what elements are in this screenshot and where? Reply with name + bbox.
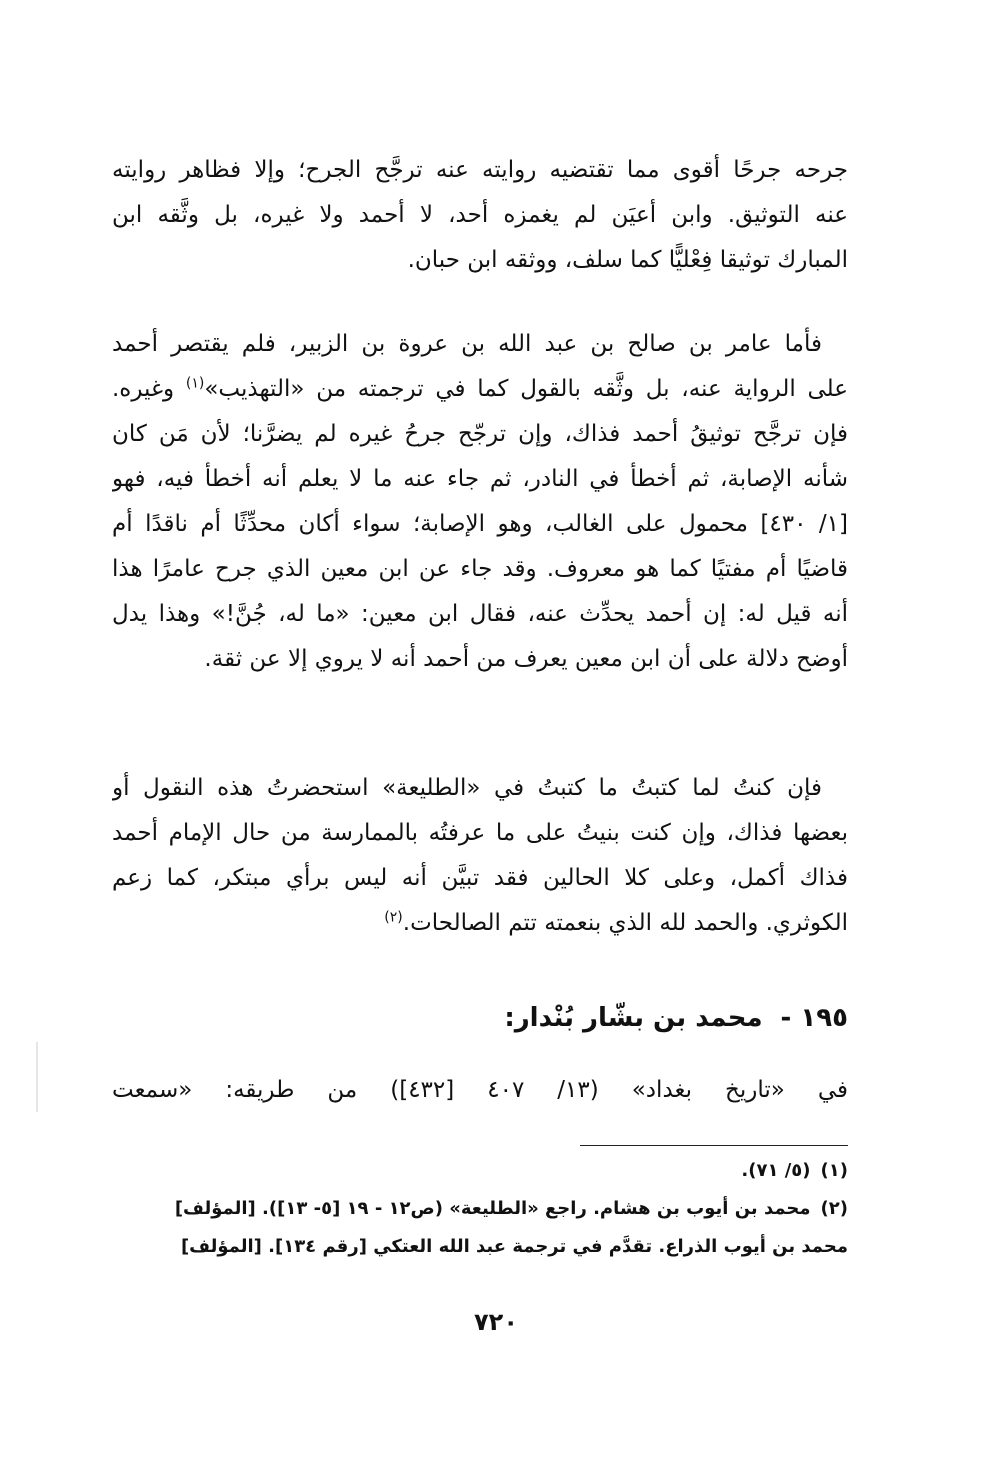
paragraph-line-text: الكوثري. والحمد لله الذي بنعمته تتم الصالحات. <box>402 910 848 936</box>
paragraph-line: المبارك توثيقا فِعْليًّا كما سلف، ووثقه ابن حبان. <box>407 247 848 273</box>
paragraph-1 <box>112 148 848 283</box>
footnote-2-continuation: محمد بن أيوب الذراع. تقدَّم في ترجمة عبد الله العتكي [رقم ١٣٤]. [المؤلف] <box>180 1236 848 1257</box>
entry-heading <box>504 998 848 1038</box>
entry-first-line: في «تاريخ بغداد» (١٣/ ٤٠٧ [٤٣٢]) من طريقه: «سمعت <box>112 1077 848 1103</box>
scan-artifact <box>36 1042 38 1112</box>
footnote-separator <box>580 1145 848 1146</box>
footnote-number: (١) <box>820 1160 848 1181</box>
paragraph-line-tail: وغيره. <box>112 376 186 402</box>
footnote-text: محمد بن أيوب بن هشام. راجع «الطليعة» (ص١٢ - ١٩ [٥- ١٣]). [المؤلف] <box>174 1198 811 1219</box>
footnote-reference-2[interactable]: (٢) <box>384 909 403 926</box>
paragraph-3 <box>112 766 848 946</box>
paragraph-line: [١/ ٤٣٠] محمول على الغالب، وهو الإصابة؛ سواء أكان محدِّثًا أم ناقدًا أم <box>112 511 848 537</box>
paragraph-line: جرحه جرحًا أقوى مما تقتضيه روايته عنه ترجَّح الجرح؛ وإلا فظاهر روايته <box>112 157 848 183</box>
paragraph-line: فإن كنتُ لما كتبتُ ما كتبتُ في «الطليعة» استحضرتُ هذه النقول أو <box>112 775 822 801</box>
footnote-2 <box>112 1190 848 1228</box>
paragraph-line: شأنه الإصابة، ثم أخطأ في النادر، ثم جاء عنه ما لا يعلم أنه أخطأ فيه، فهو <box>112 466 848 492</box>
paragraph-line-with-footnote <box>112 367 848 412</box>
paragraph-line: فأما عامر بن صالح بن عبد الله بن عروة بن الزبير، فلم يقتصر أحمد <box>112 331 822 357</box>
footnotes <box>112 1152 848 1266</box>
paragraph-line: فذاك أكمل، وعلى كلا الحالين فقد تبيَّن أنه ليس برأي مبتكر، كما زعم <box>112 865 848 891</box>
paragraph-2 <box>112 322 848 682</box>
paragraph-line-text: على الرواية عنه، بل وثَّقه بالقول كما في ترجمته من «التهذيب» <box>204 376 848 402</box>
footnote-1 <box>112 1152 848 1190</box>
paragraph-line: أنه قيل له: إن أحمد يحدِّث عنه، فقال ابن معين: «ما له، جُنَّ!» وهذا يدل <box>112 601 848 627</box>
paragraph-line: عنه التوثيق. وابن أعيَن لم يغمزه أحد، لا أحمد ولا غيره، بل وثَّقه ابن <box>112 202 848 228</box>
paragraph-line: بعضها فذاك، وإن كنت بنيتُ على ما عرفتُه بالممارسة من حال الإمام أحمد <box>112 820 848 846</box>
entry-name: محمد بن بشّار بُنْدار: <box>504 1003 763 1033</box>
footnote-reference-1[interactable]: (١) <box>185 375 205 392</box>
paragraph-line-with-footnote <box>112 901 848 946</box>
paragraph-line: أوضح دلالة على أن ابن معين يعرف من أحمد أنه لا يروي إلا عن ثقة. <box>204 646 848 672</box>
entry-number: ١٩٥ - <box>780 1003 848 1033</box>
page-number: ٧٢٠ <box>474 1308 518 1336</box>
footnote-text: (٥/ ٧١). <box>741 1160 811 1181</box>
footnote-number: (٢) <box>820 1198 848 1219</box>
paragraph-line: قاضيًا أم مفتيًا كما هو معروف. وقد جاء عن ابن معين الذي جرح عامرًا هذا <box>112 556 848 582</box>
paragraph-line: فإن ترجَّح توثيقُ أحمد فذاك، وإن ترجّح جرحُ غيره لم يضرَّنا؛ لأن مَن كان <box>112 421 848 447</box>
